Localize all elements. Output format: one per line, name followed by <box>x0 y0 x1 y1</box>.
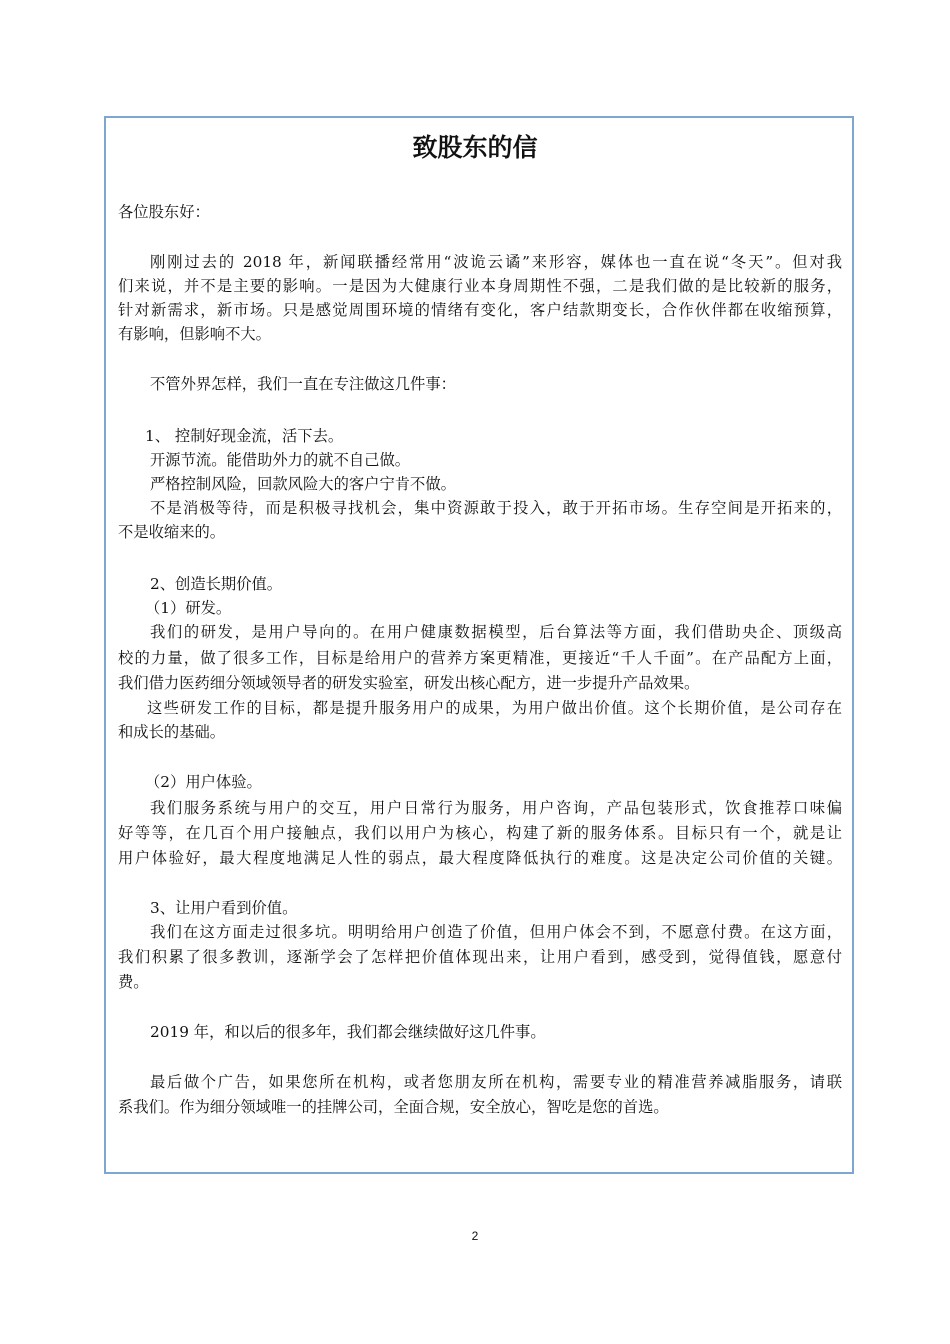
section-heading: 1、 控制好现金流，活下去。 <box>145 427 344 445</box>
paragraph-line: 系我们。作为细分领域唯一的挂牌公司，全面合规，安全放心，智吃是您的首选。 <box>118 1098 669 1116</box>
paragraph-line: 不是收缩来的。 <box>118 523 226 541</box>
paragraph-line: 费。 <box>118 973 149 991</box>
page-number: 2 <box>471 1229 479 1243</box>
paragraph-line: 2019 年，和以后的很多年，我们都会继续做好这几件事。 <box>150 1023 546 1041</box>
paragraph-line: 我们服务系统与用户的交互，用户日常行为服务，用户咨询，产品包装形式，饮食推荐口味偏 <box>150 799 842 817</box>
paragraph-line: 严格控制风险，回款风险大的客户宁肯不做。 <box>150 475 456 493</box>
greeting: 各位股东好： <box>118 203 210 221</box>
paragraph-line: 不是消极等待，而是积极寻找机会，集中资源敢于投入，敢于开拓市场。生存空间是开拓来的， <box>150 499 842 517</box>
paragraph-line: 我们在这方面走过很多坑。明明给用户创造了价值，但用户体会不到，不愿意付费。在这方面， <box>150 923 842 941</box>
paragraph-line: 刚刚过去的 2018 年，新闻联播经常用“波诡云谲”来形容，媒体也一直在说“冬天”。但对我 <box>150 253 842 271</box>
paragraph-line: 用户体验好，最大程度地满足人性的弱点，最大程度降低执行的难度。这是决定公司价值的关键。 <box>118 849 842 867</box>
letter-title: 致股东的信 <box>412 133 538 162</box>
paragraph-line: 校的力量，做了很多工作，目标是给用户的营养方案更精准，更接近“千人千面”。在产品配方上面， <box>118 649 842 667</box>
subsection-heading: （1）研发。 <box>145 599 232 617</box>
paragraph-line: 最后做个广告，如果您所在机构，或者您朋友所在机构，需要专业的精准营养减脂服务，请联 <box>150 1073 842 1091</box>
paragraph-line: 我们的研发，是用户导向的。在用户健康数据模型，后台算法等方面，我们借助央企、顶级高 <box>150 623 842 641</box>
paragraph-line: 针对新需求，新市场。只是感觉周围环境的情绪有变化，客户结款期变长，合作伙伴都在收缩预算， <box>118 301 842 319</box>
paragraph-line: 我们借力医药细分领域领导者的研发实验室，研发出核心配方，进一步提升产品效果。 <box>118 674 700 692</box>
paragraph-line: 开源节流。能借助外力的就不自己做。 <box>150 451 411 469</box>
section-heading: 2、创造长期价值。 <box>150 575 283 593</box>
subsection-heading: （2）用户体验。 <box>145 773 262 791</box>
paragraph-line: 我们积累了很多教训，逐渐学会了怎样把价值体现出来，让用户看到，感受到，觉得值钱，愿意付 <box>118 948 842 966</box>
paragraph-line: 和成长的基础。 <box>118 723 226 741</box>
paragraph-line: 好等等，在几百个用户接触点，我们以用户为核心，构建了新的服务体系。目标只有一个，就是让 <box>118 824 842 842</box>
paragraph-line: 不管外界怎样，我们一直在专注做这几件事： <box>150 375 456 393</box>
paragraph-line: 们来说，并不是主要的影响。一是因为大健康行业本身周期性不强，二是我们做的是比较新的服务， <box>118 277 842 295</box>
paragraph-line: 这些研发工作的目标，都是提升服务用户的成果，为用户做出价值。这个长期价值，是公司存在 <box>147 699 842 717</box>
section-heading: 3、让用户看到价值。 <box>150 899 298 917</box>
paragraph-line: 有影响，但影响不大。 <box>118 325 271 343</box>
